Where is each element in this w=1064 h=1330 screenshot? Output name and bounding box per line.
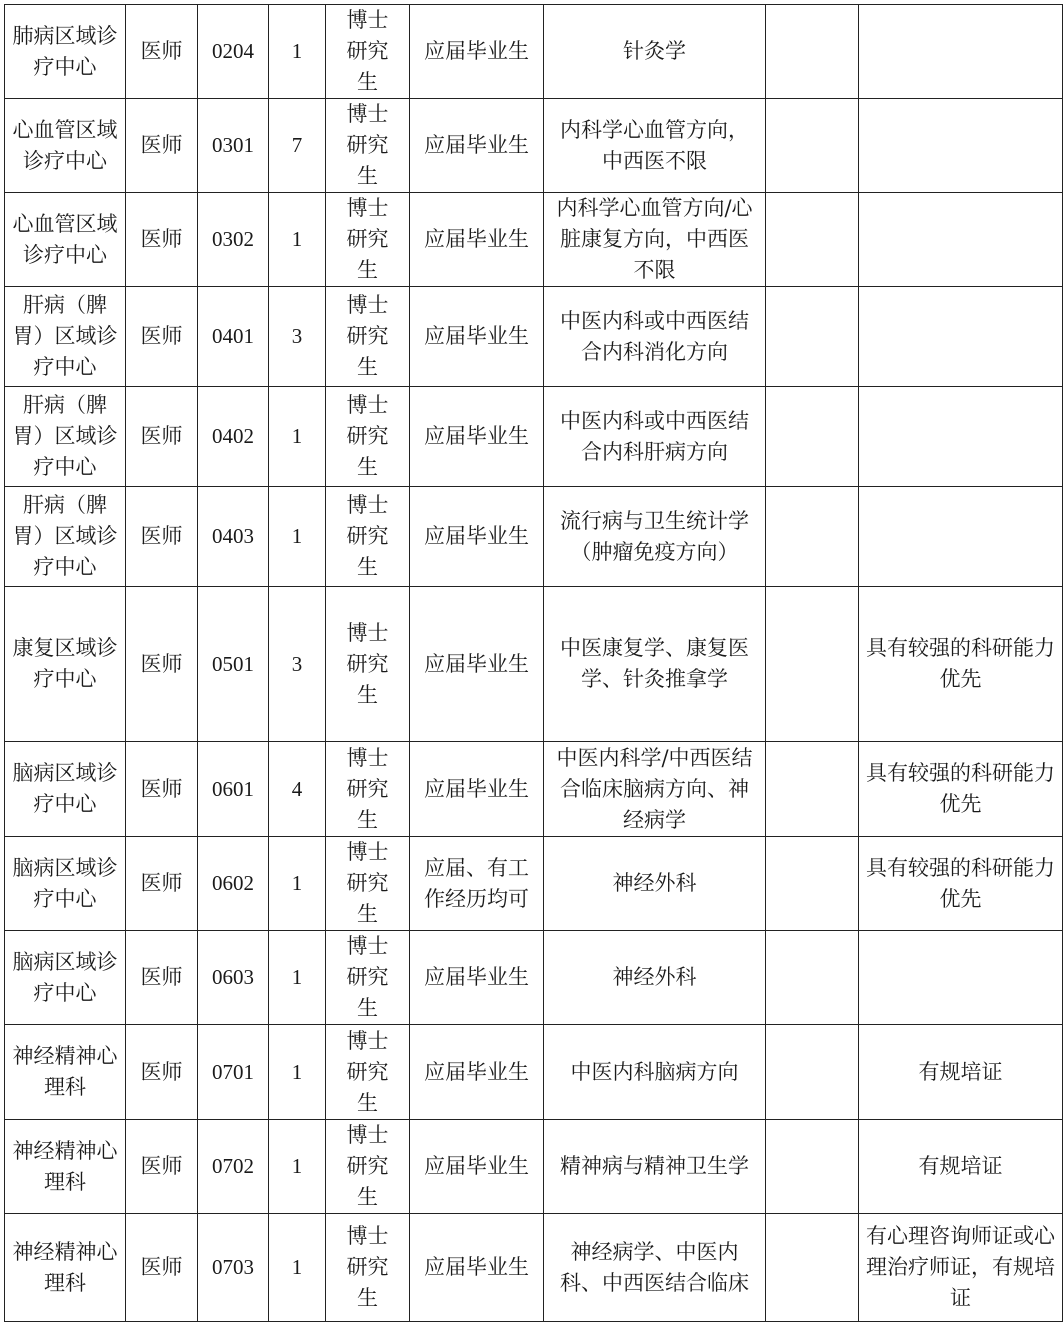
requirement-cell xyxy=(766,837,859,931)
table-row xyxy=(5,587,1063,742)
dept-cell: 神经精神心理科 xyxy=(5,1025,126,1120)
type-cell: 应届毕业生 xyxy=(410,1025,544,1120)
count-cell: 3 xyxy=(269,287,326,387)
major-cell: 中医内科学/中西医结合临床脑病方向、神经病学 xyxy=(544,742,766,837)
recruitment-table xyxy=(4,4,1063,1322)
dept-cell: 神经精神心理科 xyxy=(5,1120,126,1214)
education-cell: 博士研究生 xyxy=(326,1120,410,1214)
table-row xyxy=(5,287,1063,387)
code-cell: 0501 xyxy=(198,587,269,742)
requirement-cell xyxy=(766,1120,859,1214)
title-cell: 医师 xyxy=(126,931,198,1025)
code-cell: 0701 xyxy=(198,1025,269,1120)
title-cell: 医师 xyxy=(126,387,198,487)
dept-cell: 脑病区域诊疗中心 xyxy=(5,931,126,1025)
note-cell xyxy=(859,931,1063,1025)
count-cell: 7 xyxy=(269,99,326,193)
type-cell: 应届毕业生 xyxy=(410,487,544,587)
count-cell: 1 xyxy=(269,931,326,1025)
requirement-cell xyxy=(766,487,859,587)
education-cell: 博士研究生 xyxy=(326,1025,410,1120)
dept-cell: 肝病（脾胃）区域诊疗中心 xyxy=(5,387,126,487)
major-cell: 内科学心血管方向，中西医不限 xyxy=(544,99,766,193)
title-cell: 医师 xyxy=(126,1025,198,1120)
type-cell: 应届毕业生 xyxy=(410,742,544,837)
title-cell: 医师 xyxy=(126,487,198,587)
type-cell: 应届毕业生 xyxy=(410,587,544,742)
major-cell: 神经外科 xyxy=(544,837,766,931)
note-cell: 具有较强的科研能力优先 xyxy=(859,837,1063,931)
code-cell: 0601 xyxy=(198,742,269,837)
dept-cell: 心血管区域诊疗中心 xyxy=(5,193,126,287)
title-cell: 医师 xyxy=(126,287,198,387)
note-cell: 有规培证 xyxy=(859,1120,1063,1214)
note-cell xyxy=(859,5,1063,99)
dept-cell: 神经精神心理科 xyxy=(5,1214,126,1322)
dept-cell: 肝病（脾胃）区域诊疗中心 xyxy=(5,287,126,387)
note-cell xyxy=(859,287,1063,387)
count-cell: 1 xyxy=(269,487,326,587)
type-cell: 应届毕业生 xyxy=(410,1214,544,1322)
code-cell: 0702 xyxy=(198,1120,269,1214)
note-cell: 具有较强的科研能力优先 xyxy=(859,742,1063,837)
education-cell: 博士研究生 xyxy=(326,742,410,837)
major-cell: 针灸学 xyxy=(544,5,766,99)
major-cell: 中医康复学、康复医学、针灸推拿学 xyxy=(544,587,766,742)
requirement-cell xyxy=(766,931,859,1025)
education-cell: 博士研究生 xyxy=(326,193,410,287)
count-cell: 1 xyxy=(269,1120,326,1214)
code-cell: 0703 xyxy=(198,1214,269,1322)
type-cell: 应届毕业生 xyxy=(410,5,544,99)
table-row xyxy=(5,5,1063,99)
note-cell xyxy=(859,487,1063,587)
table-body xyxy=(5,5,1063,1322)
major-cell: 精神病与精神卫生学 xyxy=(544,1120,766,1214)
type-cell: 应届毕业生 xyxy=(410,287,544,387)
count-cell: 1 xyxy=(269,1214,326,1322)
dept-cell: 肝病（脾胃）区域诊疗中心 xyxy=(5,487,126,587)
note-cell xyxy=(859,99,1063,193)
code-cell: 0301 xyxy=(198,99,269,193)
major-cell: 神经病学、中医内科、中西医结合临床 xyxy=(544,1214,766,1322)
note-cell xyxy=(859,193,1063,287)
table-row xyxy=(5,1214,1063,1322)
type-cell: 应届毕业生 xyxy=(410,1120,544,1214)
major-cell: 中医内科脑病方向 xyxy=(544,1025,766,1120)
note-cell: 具有较强的科研能力优先 xyxy=(859,587,1063,742)
major-cell: 流行病与卫生统计学（肿瘤免疫方向） xyxy=(544,487,766,587)
education-cell: 博士研究生 xyxy=(326,1214,410,1322)
count-cell: 1 xyxy=(269,837,326,931)
code-cell: 0204 xyxy=(198,5,269,99)
count-cell: 3 xyxy=(269,587,326,742)
table-row xyxy=(5,387,1063,487)
count-cell: 1 xyxy=(269,193,326,287)
table-row xyxy=(5,1120,1063,1214)
title-cell: 医师 xyxy=(126,837,198,931)
count-cell: 1 xyxy=(269,5,326,99)
education-cell: 博士研究生 xyxy=(326,387,410,487)
note-cell xyxy=(859,387,1063,487)
title-cell: 医师 xyxy=(126,742,198,837)
education-cell: 博士研究生 xyxy=(326,287,410,387)
education-cell: 博士研究生 xyxy=(326,487,410,587)
type-cell: 应届毕业生 xyxy=(410,193,544,287)
dept-cell: 康复区域诊疗中心 xyxy=(5,587,126,742)
dept-cell: 脑病区域诊疗中心 xyxy=(5,742,126,837)
dept-cell: 肺病区域诊疗中心 xyxy=(5,5,126,99)
education-cell: 博士研究生 xyxy=(326,5,410,99)
count-cell: 4 xyxy=(269,742,326,837)
count-cell: 1 xyxy=(269,387,326,487)
education-cell: 博士研究生 xyxy=(326,99,410,193)
type-cell: 应届毕业生 xyxy=(410,387,544,487)
requirement-cell xyxy=(766,1214,859,1322)
requirement-cell xyxy=(766,99,859,193)
requirement-cell xyxy=(766,193,859,287)
requirement-cell xyxy=(766,1025,859,1120)
title-cell: 医师 xyxy=(126,1214,198,1322)
requirement-cell xyxy=(766,387,859,487)
major-cell: 神经外科 xyxy=(544,931,766,1025)
type-cell: 应届、有工作经历均可 xyxy=(410,837,544,931)
code-cell: 0402 xyxy=(198,387,269,487)
code-cell: 0602 xyxy=(198,837,269,931)
note-cell: 有心理咨询师证或心理治疗师证，有规培证 xyxy=(859,1214,1063,1322)
title-cell: 医师 xyxy=(126,99,198,193)
major-cell: 中医内科或中西医结合内科肝病方向 xyxy=(544,387,766,487)
dept-cell: 脑病区域诊疗中心 xyxy=(5,837,126,931)
table-row xyxy=(5,837,1063,931)
education-cell: 博士研究生 xyxy=(326,837,410,931)
code-cell: 0302 xyxy=(198,193,269,287)
type-cell: 应届毕业生 xyxy=(410,931,544,1025)
note-cell: 有规培证 xyxy=(859,1025,1063,1120)
education-cell: 博士研究生 xyxy=(326,587,410,742)
title-cell: 医师 xyxy=(126,1120,198,1214)
code-cell: 0603 xyxy=(198,931,269,1025)
type-cell: 应届毕业生 xyxy=(410,99,544,193)
requirement-cell xyxy=(766,287,859,387)
major-cell: 中医内科或中西医结合内科消化方向 xyxy=(544,287,766,387)
code-cell: 0401 xyxy=(198,287,269,387)
education-cell: 博士研究生 xyxy=(326,931,410,1025)
requirement-cell xyxy=(766,587,859,742)
table-row xyxy=(5,99,1063,193)
table-row xyxy=(5,1025,1063,1120)
requirement-cell xyxy=(766,742,859,837)
table-row xyxy=(5,487,1063,587)
title-cell: 医师 xyxy=(126,5,198,99)
major-cell: 内科学心血管方向/心脏康复方向，中西医不限 xyxy=(544,193,766,287)
dept-cell: 心血管区域诊疗中心 xyxy=(5,99,126,193)
title-cell: 医师 xyxy=(126,193,198,287)
count-cell: 1 xyxy=(269,1025,326,1120)
title-cell: 医师 xyxy=(126,587,198,742)
requirement-cell xyxy=(766,5,859,99)
code-cell: 0403 xyxy=(198,487,269,587)
table-row xyxy=(5,931,1063,1025)
table-row xyxy=(5,742,1063,837)
table-row xyxy=(5,193,1063,287)
